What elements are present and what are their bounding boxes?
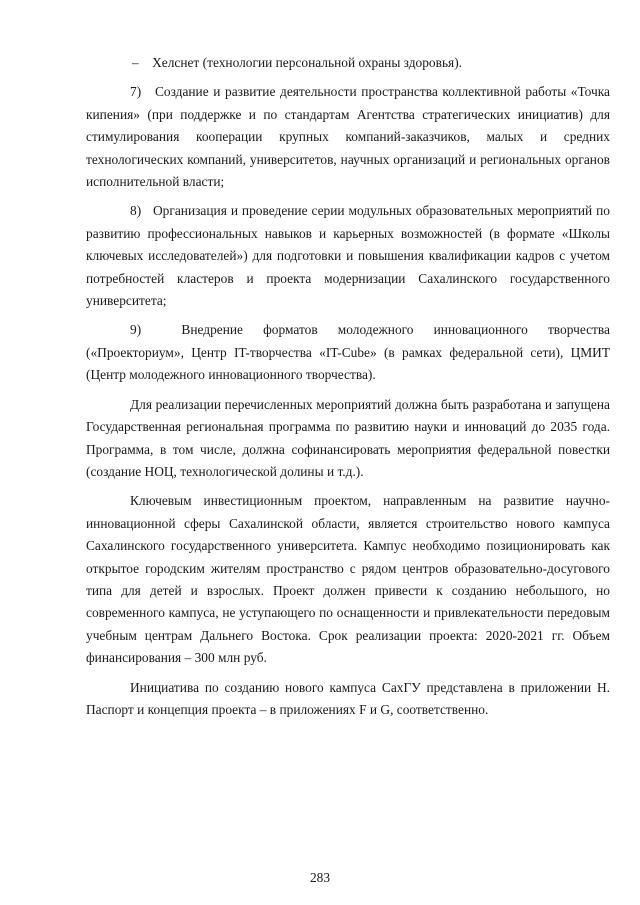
- page-number: 283: [309, 870, 331, 885]
- bullet-helsnet: – Хелснет (технологии персональной охраны здоровья).: [132, 55, 463, 70]
- item-8-paragraph: 8) Организация и проведение серии модульных образовательных мероприятий по развитию профессиональных навыков и карьерных возможностей (в формате «Школы ключевых исследователей») для подготовки и повышения квалификации кадров с учетом потребностей кластеров и проекта модернизации Сахалинского государственного университета;: [86, 203, 610, 309]
- item-9-paragraph: 9) Внедрение форматов молодежного инновационного творчества («Проекториум», Центр IT-творчества «IT-Cube» (в рамках федеральной сети), ЦМИТ (Центр молодежного инновационного творчества).: [86, 322, 610, 383]
- item-7-paragraph: 7) Создание и развитие деятельности пространства коллективной работы «Точка кипения» (при поддержке и по стандартам Агентства стратегических инициатив) для стимулирования кооперации крупных компаний-заказчиков, малых и средних технологических компаний, университетов, научных организаций и региональных органов исполнительной власти;: [86, 84, 610, 190]
- campus-paragraph: Ключевым инвестиционным проектом, направленным на развитие научно-инновационной сферы Сахалинской области, является строительство нового кампуса Сахалинского государственного университета. Кампус необходимо позиционировать как открытое городским жителям пространство с рядом центров образовательно-досугового типа для детей и взрослых. Проект должен привести к созданию небольшого, но современного кампуса, не уступающего по оснащенности и привлекательности передовым учебным центрам Дальнего Востока. Срок реализации проекта: 2020-2021 гг. Объем финансирования – 300 млн руб.: [86, 493, 610, 666]
- initiative-paragraph: Инициатива по созданию нового кампуса СахГУ представлена в приложении H. Паспорт и концепция проекта – в приложениях F и G, соответственно.: [86, 679, 610, 717]
- program-paragraph: Для реализации перечисленных мероприятий должна быть разработана и запущена Государственная региональная программа по развитию науки и инноваций до 2035 года. Программа, в том числе, должна софинансировать мероприятия федеральной повестки (создание НОЦ, технологической долины и т.д.).: [86, 396, 610, 479]
